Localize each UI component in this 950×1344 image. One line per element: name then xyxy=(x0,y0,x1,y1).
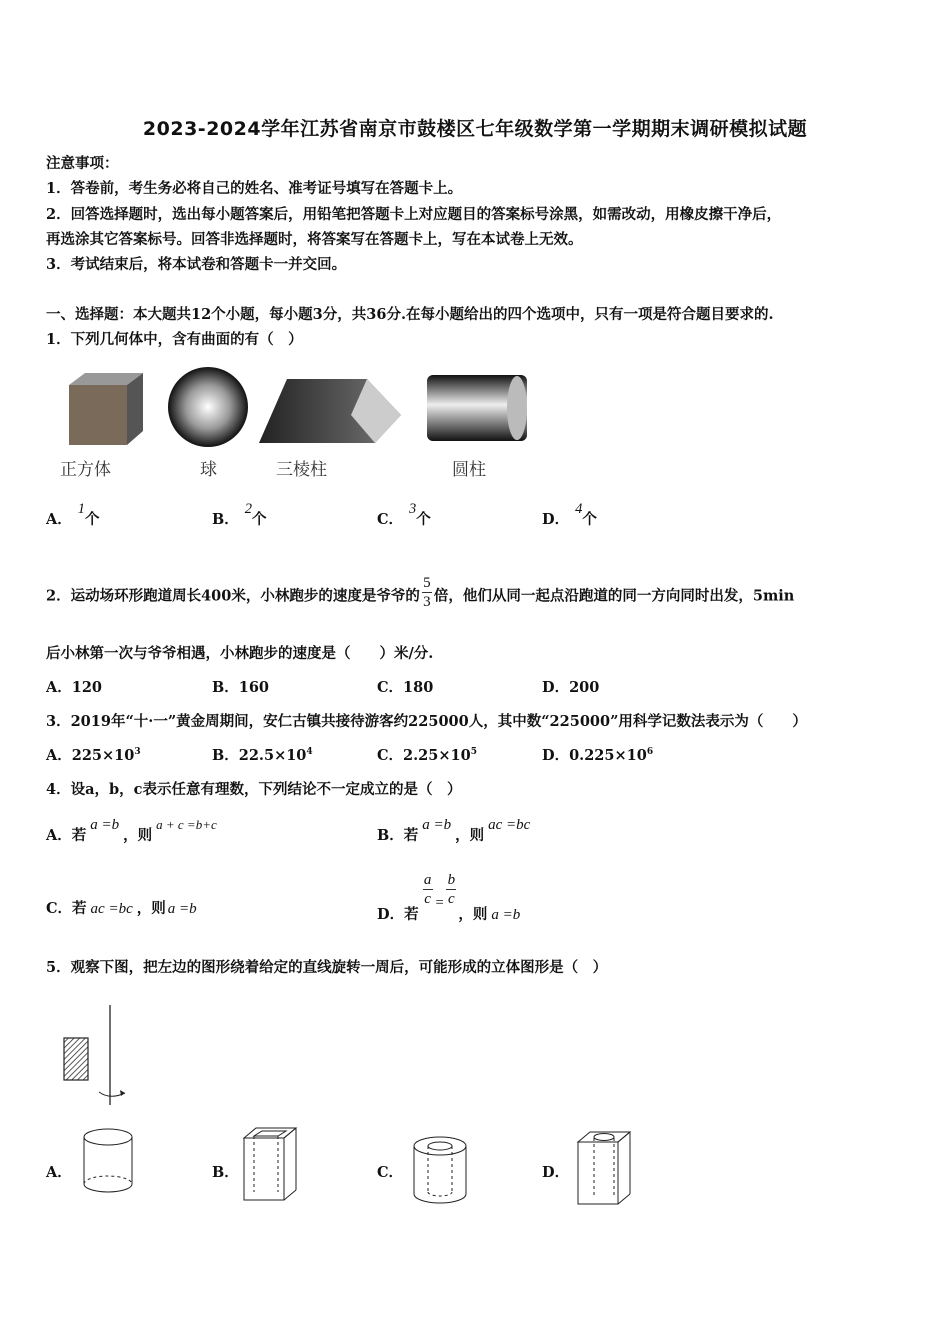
notice-heading: 注意事项： xyxy=(46,155,119,172)
cube-shape xyxy=(69,373,143,445)
q3-option-d: D．$0.225\times 10^6$ xyxy=(542,747,654,764)
q3-option-c: C．$2.25\times 10^5$ xyxy=(377,747,477,764)
notice-item-1: 1．答卷前，考生务必将自己的姓名、准考证号填写在答题卡上。 xyxy=(46,180,463,197)
section-heading: 一、选择题：本大题共12个小题，每小题3分，共36分.在每小题给出的四个选项中，只有一项是符合题目要求的. xyxy=(46,306,774,323)
q5-option-c: C． xyxy=(377,1164,404,1181)
q5-option-d: D． xyxy=(542,1164,570,1181)
notice-item-3: 3．考试结束后，将本试卷和答题卡一并交回。 xyxy=(46,256,347,273)
question-1-figure xyxy=(55,365,545,455)
q2-option-b: B．160 xyxy=(212,679,270,696)
q5-option-d-box-with-hole xyxy=(574,1126,636,1210)
question-3-stem: 3．2019年“十·一”黄金周期间，安仁古镇共接待游客约225000人，其中数“225000”用科学记数法表示为（ ） xyxy=(46,713,807,730)
q4-option-d: D．若 $\frac{a}{c}$ = $\frac{b}{c}$ ，则 a =b xyxy=(377,872,521,923)
q5-option-a-cylinder xyxy=(78,1122,138,1202)
q1-label-sphere: 球 xyxy=(200,460,217,480)
q2-option-c: C．180 xyxy=(377,679,434,696)
q4-option-b: B．若a =b，则ac =bc xyxy=(377,817,531,844)
question-1-stem: 1．下列几何体中，含有曲面的有（ ） xyxy=(46,331,303,348)
sphere-shape xyxy=(168,367,248,447)
q1-option-d: D．4个 xyxy=(542,501,597,528)
q5-option-c-hollow-cylinder xyxy=(408,1130,472,1210)
question-2-stem: 2．运动场环形跑道周长400米，小林跑步的速度是爷爷的 $\frac{5}{3}$ 倍，他们从同一起点沿跑道的同一方向同时出发，5min xyxy=(46,575,795,610)
notice-item-2b: 再选涂其它答案标号。回答非选择题时，将答案写在答题卡上，写在本试卷上无效。 xyxy=(46,231,583,248)
q3-option-b: B．$22.5\times 10^4$ xyxy=(212,747,313,764)
q2-option-a: A．120 xyxy=(46,679,103,696)
q5-option-b-hollow-prism xyxy=(240,1122,302,1206)
q1-option-c: C．3个 xyxy=(377,501,431,528)
q1-option-b: B．2个 xyxy=(212,501,267,528)
question-2-stem-cont: 后小林第一次与爷爷相遇，小林跑步的速度是（ ）米/分. xyxy=(46,645,434,662)
question-4-stem: 4．设a，b，c表示任意有理数，下列结论不一定成立的是（ ） xyxy=(46,781,462,798)
notice-item-2a: 2．回答选择题时，选出每小题答案后，用铅笔把答题卡上对应题目的答案标号涂黑，如需改动，用橡皮擦干净后， xyxy=(46,206,782,223)
page-title: 2023-2024学年江苏省南京市鼓楼区七年级数学第一学期期末调研模拟试题 xyxy=(142,118,808,140)
q4-option-c: C．若 ac =bc ，则 a =b xyxy=(46,900,197,917)
q1-label-prism: 三棱柱 xyxy=(276,460,327,480)
q5-rotation-figure xyxy=(55,1000,145,1110)
q2-option-d: D．200 xyxy=(542,679,600,696)
q3-option-a: A．$225\times 10^3$ xyxy=(46,747,141,764)
q4-option-a: A．若a =b，则a + c =b+c xyxy=(46,817,217,844)
q5-option-a: A． xyxy=(46,1164,72,1181)
q1-option-a: A．1个 xyxy=(46,501,100,528)
cylinder-shape xyxy=(427,375,527,441)
q5-option-b: B． xyxy=(212,1164,239,1181)
question-5-stem: 5．观察下图，把左边的图形绕着给定的直线旋转一周后，可能形成的立体图形是（ ） xyxy=(46,959,608,976)
prism-shape xyxy=(259,379,401,443)
q1-label-cube: 正方体 xyxy=(60,460,111,480)
q1-label-cylinder: 圆柱 xyxy=(452,460,486,480)
